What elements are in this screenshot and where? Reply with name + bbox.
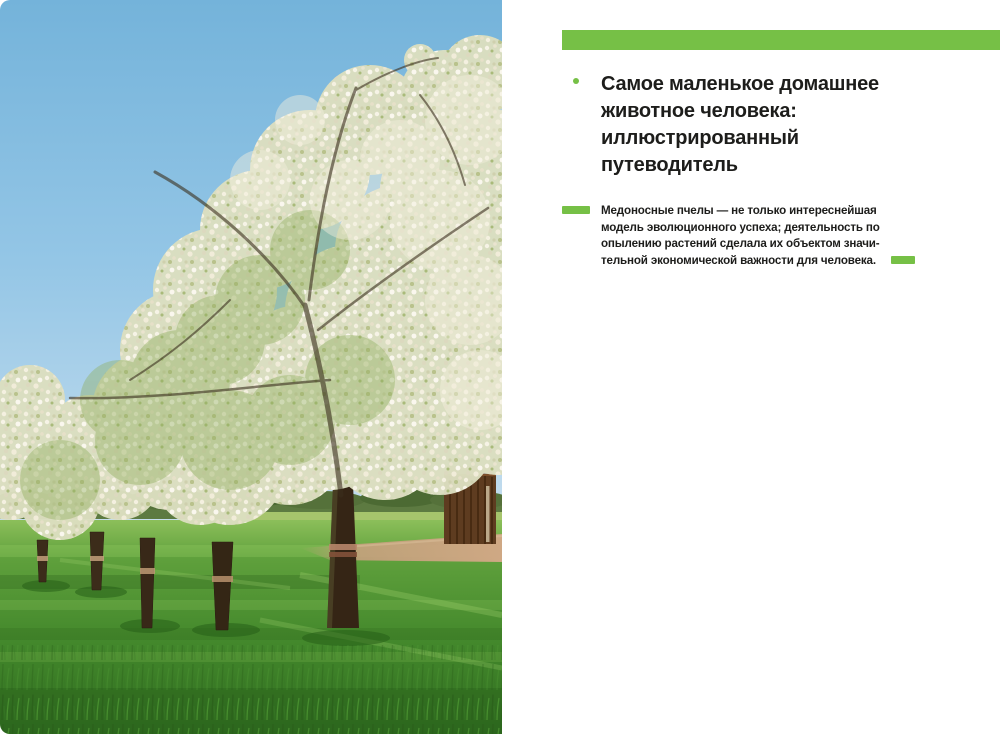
intro-paragraph bbox=[601, 203, 901, 269]
intro-paragraph-line: тельной экономической важности для человека. bbox=[601, 253, 876, 267]
grass-blades bbox=[0, 645, 502, 734]
green-top-bar bbox=[562, 30, 1000, 50]
green-dash-icon bbox=[891, 256, 915, 264]
page-title bbox=[601, 71, 921, 179]
green-dash-icon bbox=[562, 206, 590, 214]
page-title-line: путеводитель bbox=[601, 154, 738, 176]
intro-paragraph-line: опылению растений сделала их объектом значи- bbox=[601, 237, 880, 250]
page-title-line: животное человека: bbox=[601, 100, 797, 122]
intro-paragraph-line: модель эволюционного успеха; деятельность по bbox=[601, 220, 880, 234]
page-title-line: Самое маленькое домашнее bbox=[601, 73, 879, 95]
page-title-line: иллюстрированный bbox=[601, 127, 799, 149]
green-bullet-icon bbox=[573, 78, 579, 84]
intro-paragraph-line: Медоносные пчелы — не только интереснейшая bbox=[601, 204, 877, 217]
